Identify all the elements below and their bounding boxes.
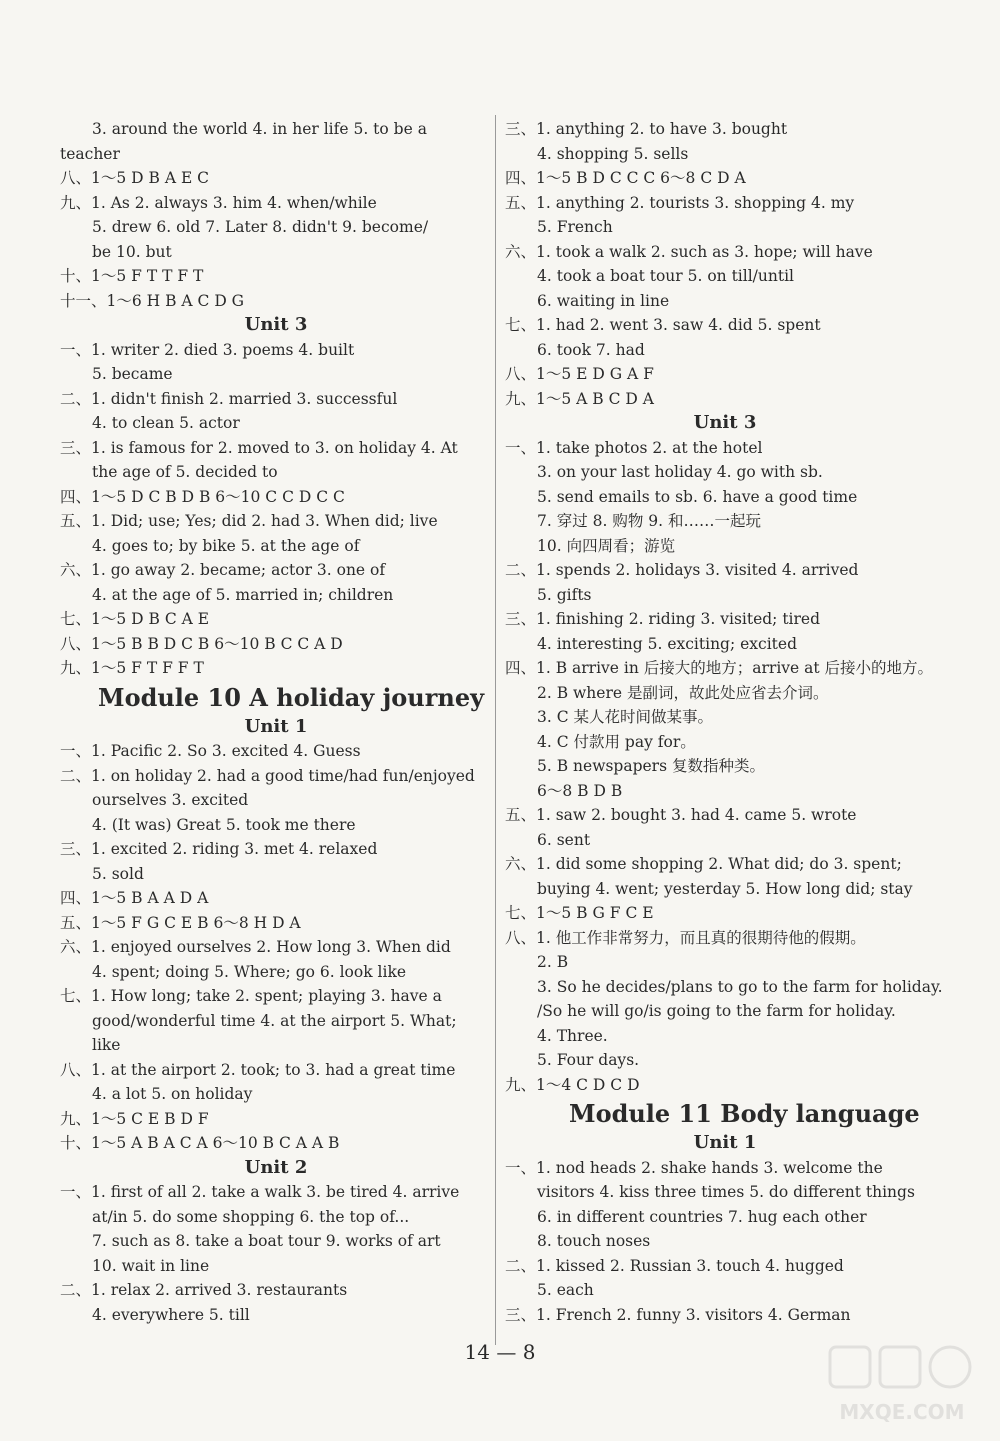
answer-line: 八、1～5 D B A E C bbox=[60, 169, 210, 187]
answer-line: 3. around the world 4. in her life 5. to be a bbox=[92, 120, 427, 138]
answer-line: 五、1. saw 2. bought 3. had 4. came 5. wrote bbox=[505, 806, 857, 824]
answer-line: 七、1. How long; take 2. spent; playing 3. have a bbox=[60, 987, 442, 1005]
answer-line: 四、1～5 B D C C C 6～8 C D A bbox=[505, 169, 746, 187]
answer-line: 五、1. Did; use; Yes; did 2. had 3. When did; live bbox=[60, 512, 438, 530]
answer-line: 4. C 付款用 pay for。 bbox=[537, 732, 696, 751]
answer-line: 三、1. French 2. funny 3. visitors 4. German bbox=[505, 1305, 851, 1324]
answer-line: visitors 4. kiss three times 5. do different things bbox=[537, 1183, 915, 1201]
answer-line: 4. (It was) Great 5. took me there bbox=[92, 815, 356, 834]
answer-line: 2. B where 是副词，故此处应省去介词。 bbox=[537, 683, 829, 702]
answer-line: 5. gifts bbox=[537, 585, 592, 604]
answer-line: good/wonderful time 4. at the airport 5. What; bbox=[92, 1011, 457, 1030]
answer-line: 二、1. on holiday 2. had a good time/had fun/enjoyed bbox=[60, 766, 475, 785]
answer-line: 四、1～5 B A A D A bbox=[60, 889, 209, 907]
answer-line: 4. everywhere 5. till bbox=[92, 1305, 250, 1324]
answer-line: ourselves 3. excited bbox=[92, 791, 249, 809]
answer-line: 5. Four days. bbox=[537, 1051, 640, 1069]
answer-line: 6. took 7. had bbox=[537, 340, 645, 359]
answer-line: 七、1～5 D B C A E bbox=[60, 610, 210, 628]
answer-line: 二、1. kissed 2. Russian 3. touch 4. hugged bbox=[505, 1256, 844, 1275]
answer-line: 三、1. finishing 2. riding 3. visited; tired bbox=[505, 610, 821, 628]
answer-line: 4. interesting 5. exciting; excited bbox=[537, 634, 797, 653]
answer-line: 6. in different countries 7. hug each other bbox=[537, 1207, 867, 1226]
answer-line: 4. Three. bbox=[537, 1026, 608, 1045]
unit-heading: Unit 1 bbox=[244, 715, 308, 737]
answer-line: 二、1. spends 2. holidays 3. visited 4. arrived bbox=[505, 561, 859, 579]
unit-heading: Unit 3 bbox=[244, 314, 308, 335]
answer-line: 5. French bbox=[537, 218, 613, 236]
answer-line: 5. sold bbox=[92, 864, 144, 883]
answer-line: be 10. but bbox=[92, 242, 172, 261]
module-title: Module 10 A holiday journey bbox=[98, 682, 485, 712]
answer-line: /So he will go/is going to the farm for holiday. bbox=[537, 1002, 896, 1020]
answer-line: 九、1～4 C D C D bbox=[505, 1075, 640, 1094]
module-title: Module 11 Body language bbox=[569, 1099, 920, 1128]
answer-line: 2. B bbox=[537, 953, 569, 971]
page-number: 14 — 8 bbox=[464, 1340, 536, 1364]
answer-line: 八、1. at the airport 2. took; to 3. had a great time bbox=[60, 1060, 456, 1079]
answer-line: 十、1～5 F T T F T bbox=[60, 267, 204, 285]
answer-line: 二、1. relax 2. arrived 3. restaurants bbox=[60, 1281, 348, 1299]
answer-line: 九、1～5 C E B D F bbox=[60, 1109, 209, 1128]
answer-line: 三、1. is famous for 2. moved to 3. on holiday 4. At bbox=[60, 438, 458, 457]
answer-line: 4. a lot 5. on holiday bbox=[92, 1085, 253, 1103]
answer-line: 3. C 某人花时间做某事。 bbox=[537, 708, 714, 726]
answer-line: the age of 5. decided to bbox=[92, 463, 278, 481]
right-column bbox=[505, 117, 945, 1327]
answer-line: 七、1～5 B G F C E bbox=[505, 904, 654, 922]
answer-line: 六、1. enjoyed ourselves 2. How long 3. When did bbox=[60, 938, 451, 956]
answer-line: 九、1. As 2. always 3. him 4. when/while bbox=[60, 193, 377, 212]
watermark-logo bbox=[822, 1341, 982, 1431]
answer-line: 四、1～5 D C B D B 6～10 C C D C C bbox=[60, 487, 345, 506]
answer-line: 一、1. writer 2. died 3. poems 4. built bbox=[60, 340, 355, 359]
answer-line: 6～8 B D B bbox=[537, 781, 623, 800]
answer-line: teacher bbox=[60, 144, 120, 163]
answer-line: 十一、1～6 H B A C D G bbox=[60, 291, 245, 310]
answer-line: 十、1～5 A B A C A 6～10 B C A A B bbox=[60, 1134, 340, 1152]
unit-heading: Unit 1 bbox=[693, 1132, 757, 1153]
answer-line: 九、1～5 F T F F T bbox=[60, 659, 204, 677]
unit-heading: Unit 3 bbox=[693, 412, 757, 433]
answer-line: 一、1. take photos 2. at the hotel bbox=[505, 438, 763, 457]
answer-line: 九、1～5 A B C D A bbox=[505, 389, 654, 408]
answer-line: 6. sent bbox=[537, 830, 591, 849]
answer-line: 4. to clean 5. actor bbox=[92, 414, 240, 432]
answer-line: 4. at the age of 5. married in; children bbox=[92, 585, 394, 604]
answer-line: 4. shopping 5. sells bbox=[537, 144, 689, 163]
answer-line: 八、1～5 B B D C B 6～10 B C C A D bbox=[60, 634, 343, 653]
answer-line: 5. B newspapers 复数指种类。 bbox=[537, 757, 765, 775]
answer-line: 八、1～5 E D G A F bbox=[505, 365, 654, 383]
answer-line: 4. goes to; by bike 5. at the age of bbox=[92, 536, 360, 555]
answer-line: 5. send emails to sb. 6. have a good time bbox=[537, 487, 858, 506]
answer-line: 3. on your last holiday 4. go with sb. bbox=[537, 463, 823, 481]
answer-line: 10. wait in line bbox=[92, 1256, 210, 1275]
answer-line: 一、1. nod heads 2. shake hands 3. welcome the bbox=[505, 1158, 883, 1177]
answer-line: 5. each bbox=[537, 1281, 594, 1299]
answer-line: 4. took a boat tour 5. on till/until bbox=[537, 267, 795, 285]
answer-line: 一、1. first of all 2. take a walk 3. be tired 4. arrive bbox=[60, 1183, 460, 1201]
answer-line: 四、1. B arrive in 后接大的地方；arrive at 后接小的地方。 bbox=[505, 659, 934, 677]
answer-line: at/in 5. do some shopping 6. the top of... bbox=[92, 1207, 410, 1226]
column-divider bbox=[495, 115, 496, 1345]
answer-line: 5. drew 6. old 7. Later 8. didn't 9. become/ bbox=[92, 218, 429, 236]
answer-line: 4. spent; doing 5. Where; go 6. look like bbox=[92, 962, 407, 981]
answer-line: 二、1. didn't finish 2. married 3. successful bbox=[60, 389, 398, 408]
answer-line: 10. 向四周看；游览 bbox=[537, 536, 676, 555]
answer-line: 3. So he decides/plans to go to the farm for holiday. bbox=[537, 977, 943, 996]
answer-line: 8. touch noses bbox=[537, 1232, 651, 1250]
answer-line: 三、1. excited 2. riding 3. met 4. relaxed bbox=[60, 840, 378, 858]
unit-heading: Unit 2 bbox=[244, 1156, 308, 1178]
answer-line: 五、1～5 F G C E B 6～8 H D A bbox=[60, 913, 301, 932]
watermark-text: MXQE.COM bbox=[839, 1400, 965, 1424]
answer-line: 六、1. did some shopping 2. What did; do 3. spent; bbox=[505, 855, 902, 873]
answer-line: 6. waiting in line bbox=[537, 291, 670, 310]
answer-line: buying 4. went; yesterday 5. How long did; stay bbox=[537, 879, 913, 898]
answer-line: like bbox=[92, 1036, 121, 1054]
answer-line: 五、1. anything 2. tourists 3. shopping 4. my bbox=[505, 193, 855, 212]
answer-line: 六、1. took a walk 2. such as 3. hope; will have bbox=[505, 242, 873, 261]
answer-line: 六、1. go away 2. became; actor 3. one of bbox=[60, 561, 386, 579]
answer-line: 7. such as 8. take a boat tour 9. works of art bbox=[92, 1232, 441, 1250]
answer-line: 三、1. anything 2. to have 3. bought bbox=[505, 120, 788, 138]
answer-line: 一、1. Pacific 2. So 3. excited 4. Guess bbox=[60, 742, 361, 760]
answer-line: 八、1. 他工作非常努力，而且真的很期待他的假期。 bbox=[505, 928, 866, 947]
answer-line: 7. 穿过 8. 购物 9. 和……一起玩 bbox=[537, 512, 762, 530]
answer-line: 七、1. had 2. went 3. saw 4. did 5. spent bbox=[505, 316, 821, 334]
left-column bbox=[60, 117, 492, 1327]
answer-line: 5. became bbox=[92, 365, 173, 383]
